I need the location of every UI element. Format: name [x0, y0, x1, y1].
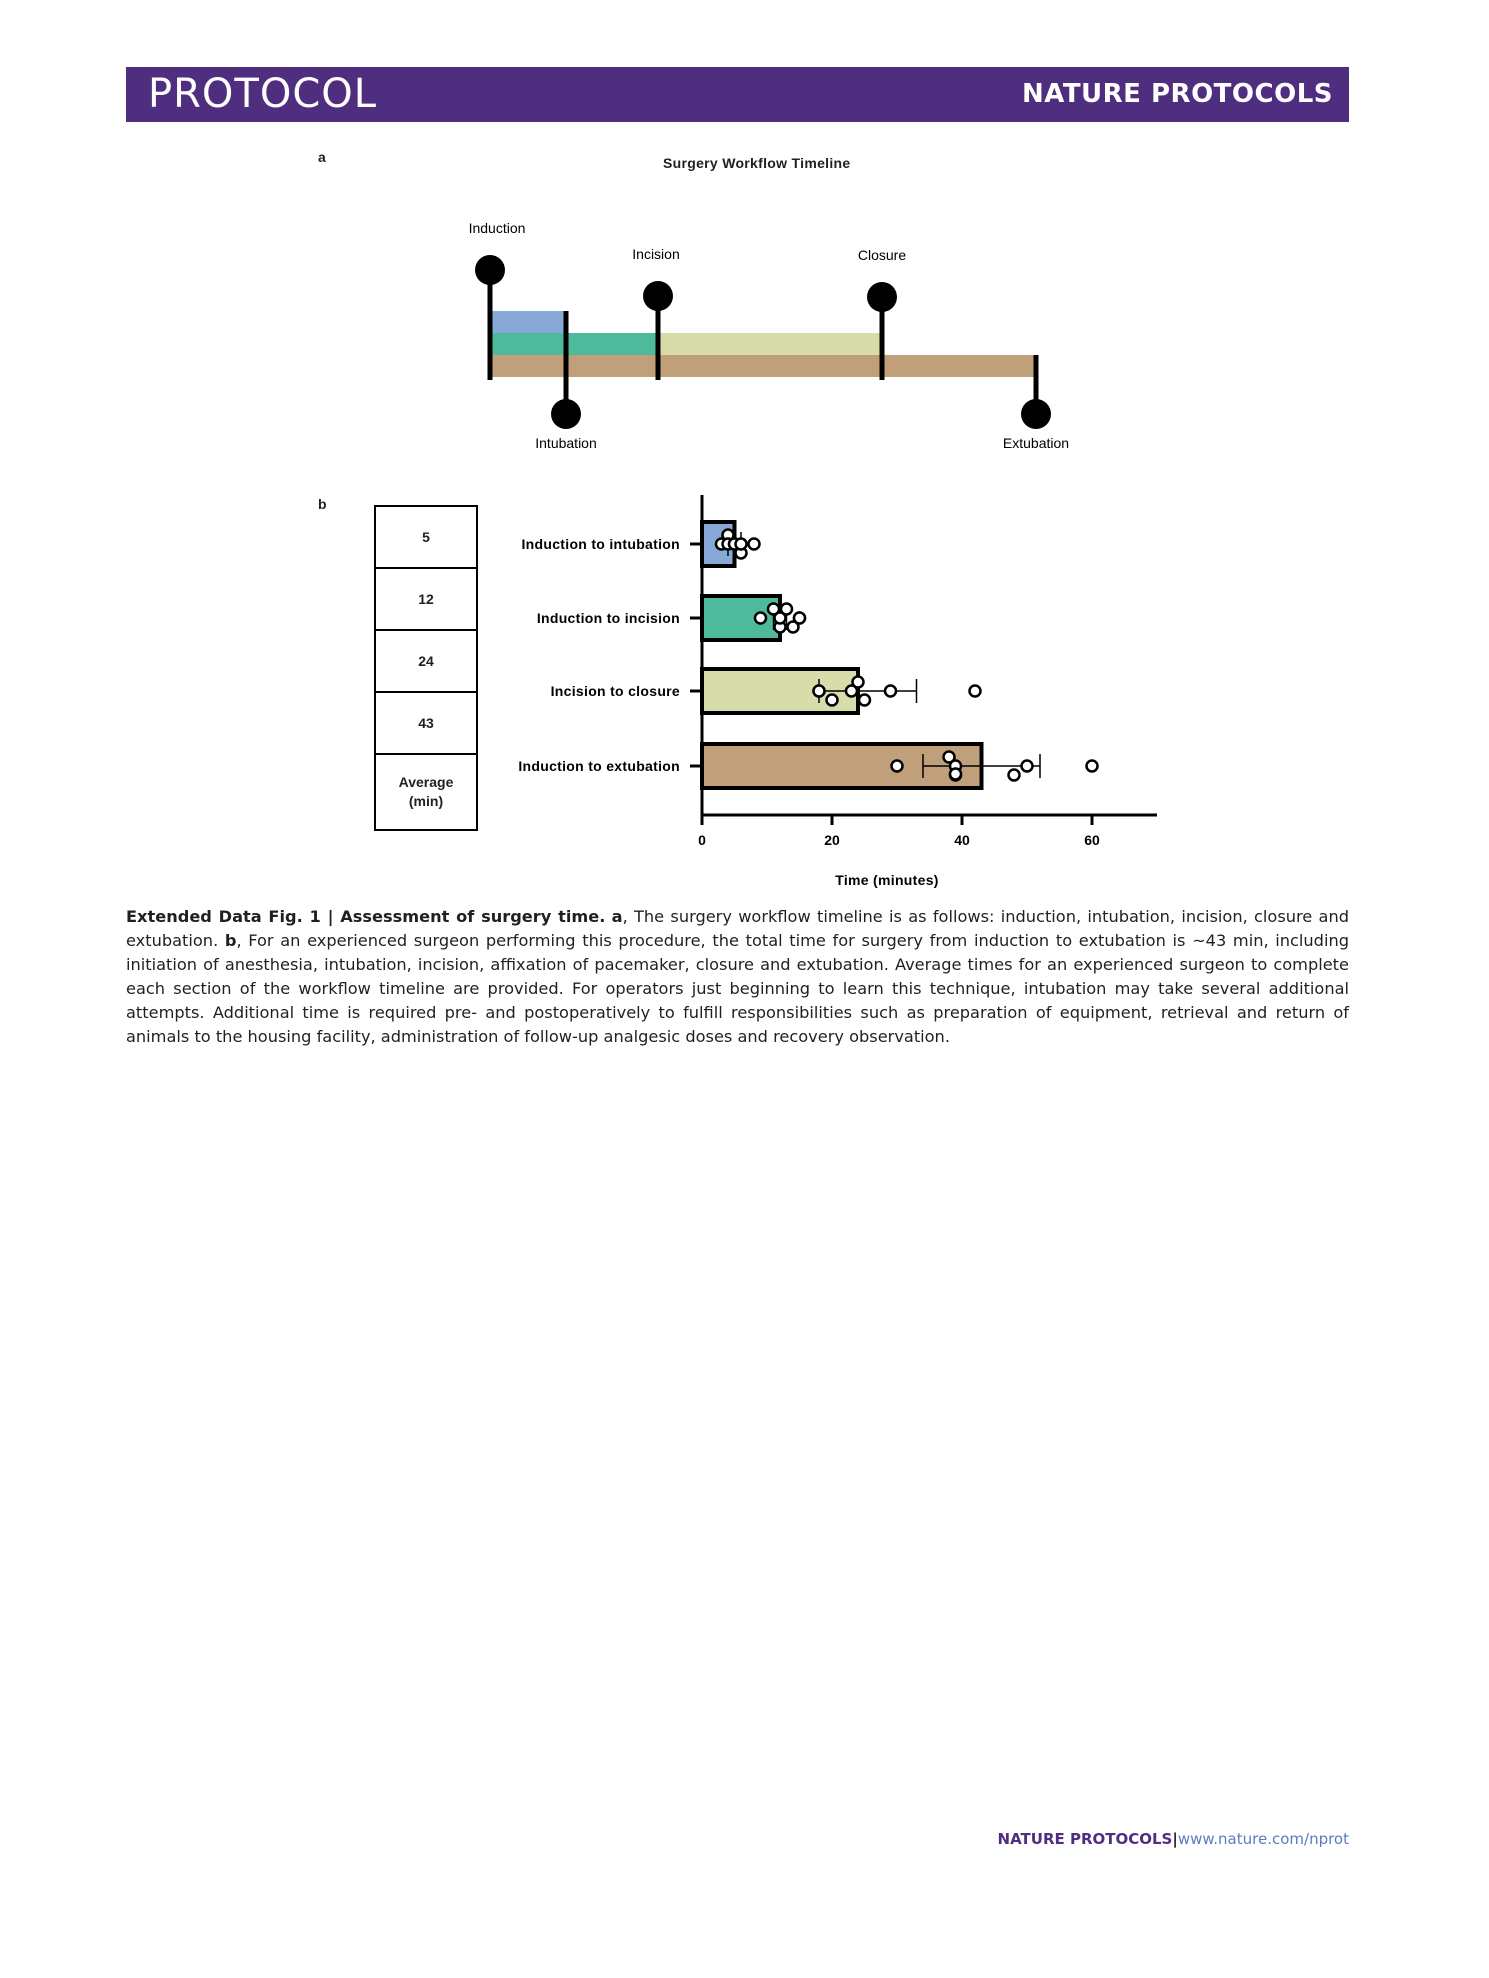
footer-url[interactable]: www.nature.com/nprot	[1177, 1830, 1349, 1848]
table-cell: 24	[376, 631, 476, 693]
x-tick-label: 20	[824, 832, 840, 848]
y-tick-label: Induction to extubation	[518, 758, 680, 774]
footer-separator: |	[1172, 1830, 1178, 1848]
x-tick-label: 0	[698, 832, 706, 848]
table-header-line1: Average	[398, 774, 454, 790]
data-point	[885, 686, 896, 697]
data-point	[794, 613, 805, 624]
timeline-bar-intubation	[490, 311, 566, 333]
data-point	[1009, 770, 1020, 781]
timeline-bar-extubation	[490, 355, 1036, 377]
data-point	[1022, 761, 1033, 772]
caption-b-text: , For an experienced surgeon performing this procedure, the total time for surgery from induction to extubation is ~43 min, including initiation of anesthesia, intubation, incision, affixation of pacemaker, closure and extubation. Average times for an experienced surgeon to complete each section of the workflow timeline are provided. For operators just beginning to learn this technique, intubation may take several additional attempts. Additional time is required pre- and postoperatively to fulfill responsibilities such as preparation of equipment, retrieval and return of animals to the housing facility, administration of follow-up analgesic doses and recovery observation.	[126, 931, 1349, 1046]
y-tick-label: Induction to incision	[536, 610, 680, 626]
data-point	[749, 539, 760, 550]
workflow-timeline	[0, 0, 1489, 480]
caption-label: Extended Data Fig. 1 | Assessment of surgery time.	[126, 907, 606, 926]
footer-journal: NATURE PROTOCOLS	[997, 1830, 1173, 1848]
y-tick-label: Induction to intubation	[521, 536, 680, 552]
caption-a-text: , The surgery workflow timeline is as follows: induction, intubation, incision, closure and extubation.	[126, 907, 1349, 950]
data-point	[859, 695, 870, 706]
timeline-bar-incision	[490, 333, 658, 355]
data-point	[755, 613, 766, 624]
table-cell: 12	[376, 569, 476, 631]
section-label: PROTOCOL	[148, 71, 378, 117]
data-point	[970, 686, 981, 697]
journal-name: NATURE PROTOCOLS	[1021, 79, 1333, 109]
data-point	[814, 686, 825, 697]
figure-caption	[126, 905, 1349, 1049]
panel-b-letter: b	[318, 496, 327, 512]
caption-a-label: a	[611, 907, 623, 926]
data-point	[781, 604, 792, 615]
panel-a-letter: a	[318, 149, 326, 165]
data-point	[950, 769, 961, 780]
data-point	[853, 677, 864, 688]
label-closure: Closure	[857, 247, 907, 263]
bar	[702, 596, 780, 640]
page-footer	[998, 1830, 1349, 1848]
data-point	[1087, 761, 1098, 772]
data-point	[827, 695, 838, 706]
y-tick-label: Incision to closure	[550, 683, 680, 699]
x-tick-label: 40	[954, 832, 970, 848]
x-tick-label: 60	[1084, 832, 1100, 848]
table-cell: 43	[376, 693, 476, 755]
table-cell: 5	[376, 507, 476, 569]
label-induction: Induction	[468, 220, 526, 236]
surgery-time-bar-chart	[0, 480, 1489, 900]
label-extubation: Extubation	[1002, 435, 1070, 451]
data-point	[736, 539, 747, 550]
caption-b-label: b	[224, 931, 237, 950]
timeline-bar-closure	[658, 333, 882, 355]
x-axis-label: Time (minutes)	[835, 872, 939, 888]
label-intubation: Intubation	[535, 435, 597, 451]
label-incision: Incision	[632, 246, 680, 262]
table-header-line2: (min)	[408, 793, 444, 809]
data-point	[892, 761, 903, 772]
timeline-title: Surgery Workflow Timeline	[663, 155, 851, 171]
